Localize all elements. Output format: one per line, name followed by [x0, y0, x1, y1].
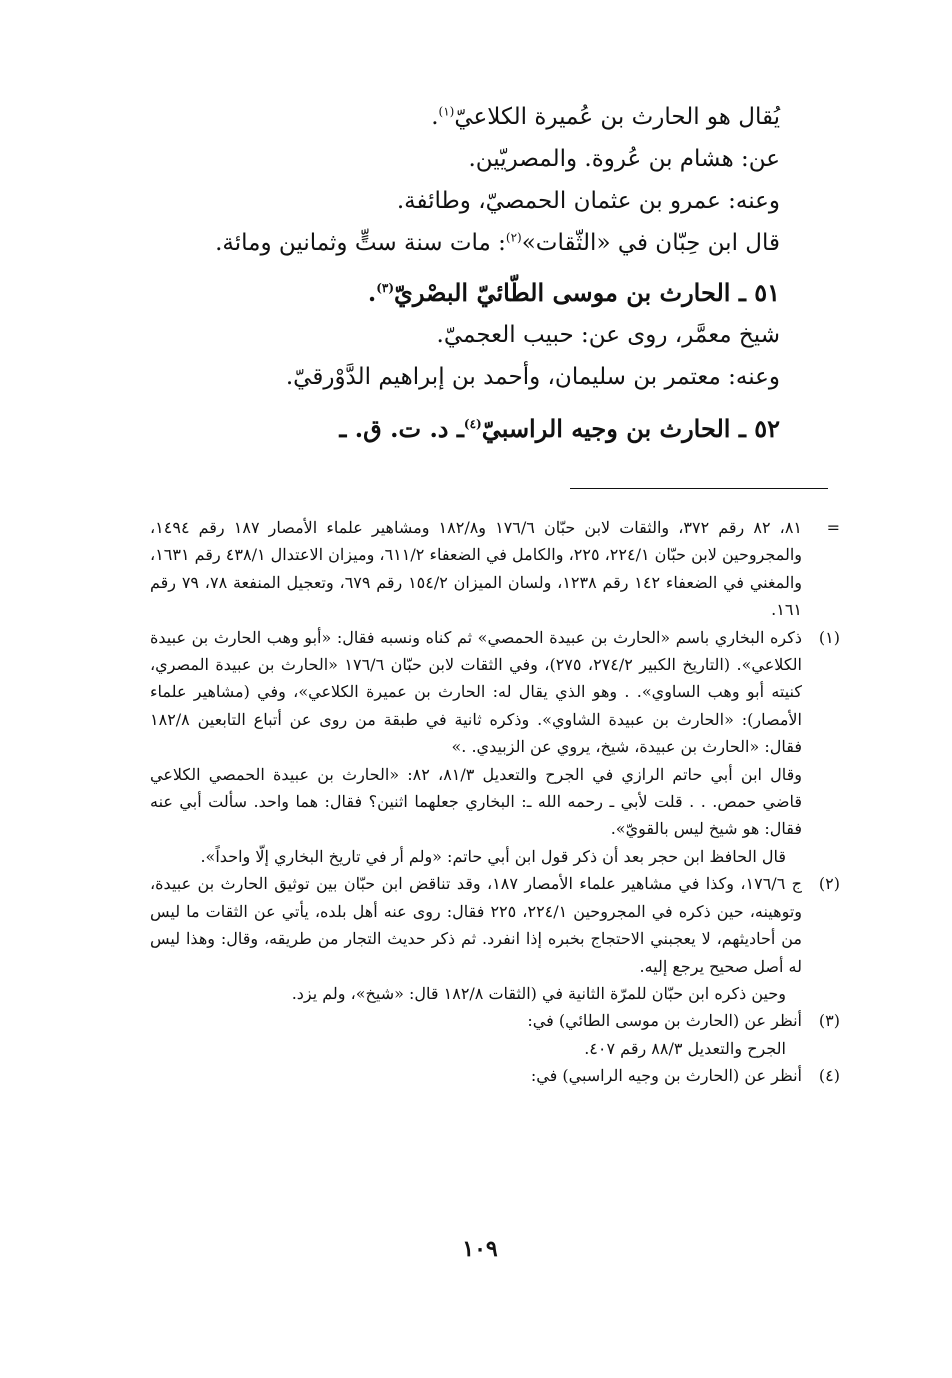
footnote-3-source: الجرح والتعديل ٨٨/٣ رقم ٤٠٧. — [584, 1038, 786, 1058]
entry-51-students: وعنه: معتمر بن سليمان، وأحمد بن إبراهيم الدَّوْرقيّ. — [285, 364, 780, 390]
main-text — [160, 96, 780, 450]
footnote-3-text: أنظر عن (الحارث بن موسى الطائي) في: — [527, 1011, 802, 1031]
line-harith-umayra: يُقال هو الحارث بن عُميرة الكلاعيّ$^{(١)}$. — [431, 104, 780, 130]
entry-52-heading: ٥٢ ـ الحارث بن وجيه الراسبيّ$^{(٤)}$ـ د. ت. ق. ـ — [339, 414, 780, 443]
footnote-ref-4: (٤) — [463, 417, 482, 431]
footnote-1-para: ذكره البخاري باسم «الحارث بن عبيدة الحمصي» ثم كناه ونسبه فقال: «أبو وهب الحارث بن عبيدة الكلاعي». (التاريخ الكبير ٢٧٤/٢، ٢٧٥)، وفي الثقات لابن حبّان ١٧٦/٦ «الحارث بن عبيدة المصري، كنيته أبو وهب الساوي». . وهو الذي يقال له: الحارث بن عميرة الكلاعي»، وفي (مشاهير علماء الأمصار): «الحارث بن عبيدة الشاوي». وذكره ثانية في طبقة من روى عن أتباع التابعين ١٨٢/٨ فقال: «الحارث بن عبيدة، شيخ، يروي عن الزبيدي. .» — [150, 627, 803, 757]
footnote-2 — [150, 870, 840, 1007]
footnote-4-mark: (٤) — [818, 1066, 840, 1086]
footnote-1-para: قال الحافظ ابن حجر بعد أن ذكر قول ابن أبي حاتم: «ولم أر في تاريخ البخاري إلّا واحداً». — [200, 846, 786, 866]
footnote-2-para: ج ١٧٦/٦، وكذا في مشاهير علماء الأمصار ١٨٧، وقد تناقض ابن حبّان بين توثيق الحارث بن عبيدة، وتوهينه، حين ذكره في المجروحين ٢٢٤/١، ٢٢٥ فقال: روى عنه أهل بلده، يأتي عن الثقات ما ليس من أحاديثهم، لا يعجبني الاحتجاج بخبره إذا انفرد. ثم ذكر حديث التجار من طريقه، وقال: وهذا ليس له أصل صحيح يرجع إليه. — [150, 874, 803, 976]
footnote-4-text: أنظر عن (الحارث بن وجيه الراسبي) في: — [530, 1066, 802, 1086]
line-students: وعنه: عمرو بن عثمان الحمصيّ، وطائفة. — [396, 188, 780, 214]
line-ibn-hibban: قال ابن حِبّان في «الثّقات»$^{(٢)}$: مات سنة ستٍّ وثمانين ومائة. — [215, 230, 780, 256]
page-number: ١٠٩ — [462, 1236, 498, 1262]
footnote-3-mark: (٣) — [818, 1011, 840, 1031]
footnote-4 — [150, 1062, 840, 1089]
line-teachers: عن: هشام بن عُروة. والمصريّين. — [468, 146, 780, 172]
footnote-continuation — [150, 514, 840, 624]
continuation-text: ٨١، ٨٢ رقم ٣٧٢، والثقات لابن حبّان ١٧٦/٦ و١٨٢/٨ ومشاهير علماء الأمصار ١٨٧ رقم ١٤٩٤، والمجروحين لابن حبّان ٢٢٤/١، ٢٢٥، والكامل في الضعفاء ٦١١/٢، وميزان الاعتدال ٤٣٨/١ رقم ١٦٣١، والمغني في الضعفاء ١٤٢ رقم ١٢٣٨، ولسان الميزان ١٥٤/٢ رقم ٦٧٩، وتعجيل المنفعة ٧٨، ٧٩ رقم ١٦١. — [150, 518, 803, 620]
entry-51-teachers: شيخ معمَّر، روى عن: حبيب العجميّ. — [436, 322, 780, 348]
footnote-2-mark: (٢) — [818, 874, 840, 894]
footnote-1-para: وقال ابن أبي حاتم الرازي في الجرح والتعديل ٨١/٣، ٨٢: «الحارث بن عبيدة الحمصي الكلاعي قاضي حمص. . . قلت لأبي ـ رحمه الله ـ: البخاري جعلهما اثنين؟ فقال: هما واحد. سألت أبي عنه فقال: هو شيخ ليس بالقويّ». — [150, 764, 803, 839]
entry-51-heading: ٥١ ـ الحارث بن موسى الطّائيّ البصْريّ$^{(٣)}$. — [367, 278, 780, 307]
footnote-ref-2: (٢) — [505, 230, 522, 245]
footnote-separator — [570, 488, 828, 489]
footnote-3 — [150, 1007, 840, 1062]
footnote-ref-1: (١) — [438, 104, 455, 119]
footnote-2-para: وحين ذكره ابن حبّان للمرّة الثانية في (الثقات ١٨٢/٨ قال: «شيخ»، ولم يزد. — [291, 983, 786, 1003]
footnote-1-mark: (١) — [818, 627, 840, 647]
continuation-mark: = — [826, 518, 840, 537]
footnote-ref-3: (٣) — [376, 281, 395, 295]
footnotes — [150, 514, 840, 1090]
footnote-1 — [150, 624, 840, 871]
